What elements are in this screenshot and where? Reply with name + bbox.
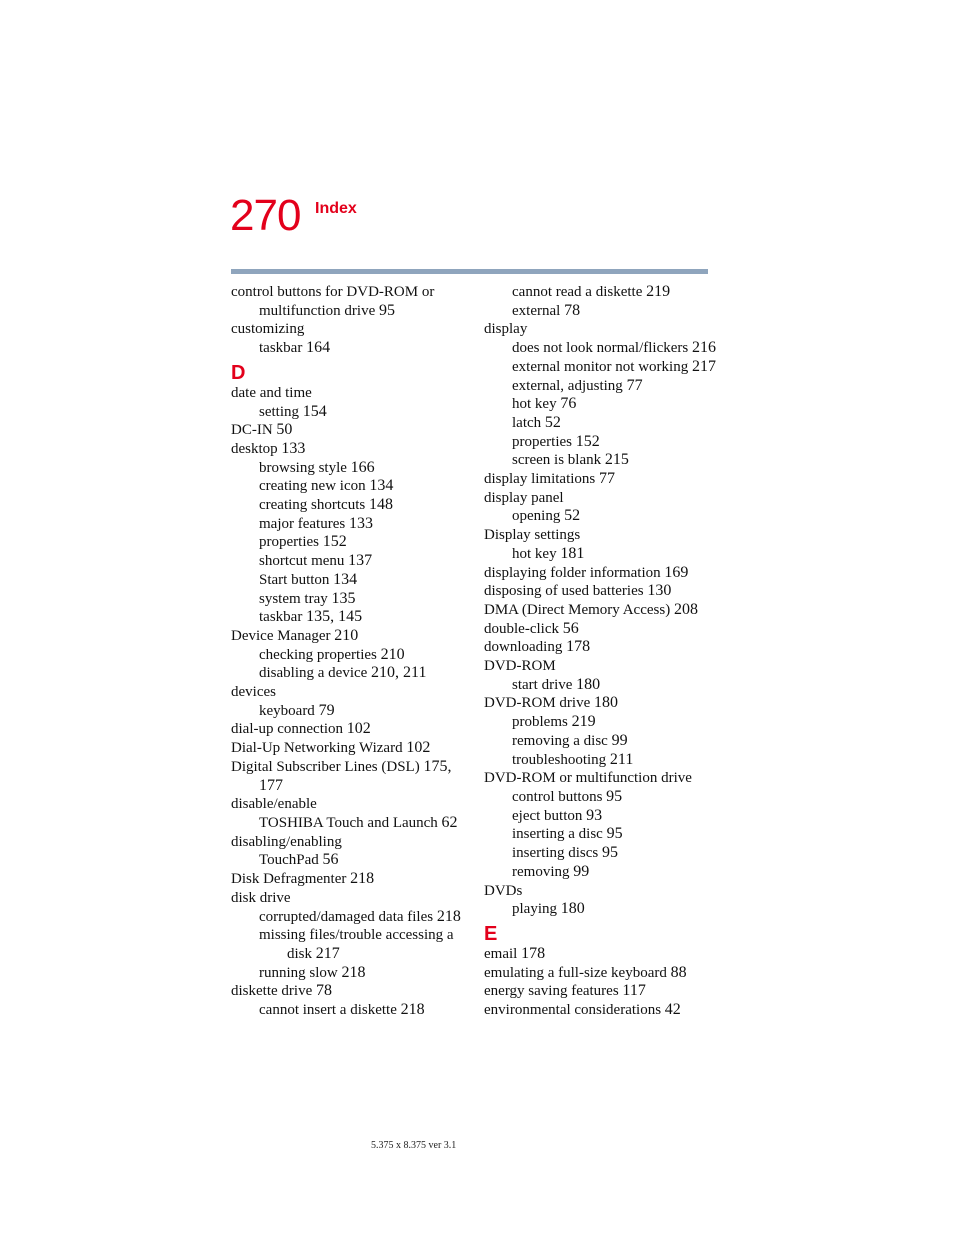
entry-term: hot key: [512, 545, 557, 562]
entry-page-ref[interactable]: 180: [576, 675, 601, 693]
entry-page-ref[interactable]: 178: [521, 944, 546, 962]
index-subentry: [231, 515, 466, 534]
index-subentry: [484, 844, 714, 863]
index-subentry: [231, 590, 466, 609]
index-entry: [231, 720, 466, 739]
entry-term: diskette drive: [231, 983, 313, 1000]
entry-page-ref[interactable]: 215: [604, 451, 629, 469]
entry-page-ref[interactable]: 95: [378, 301, 395, 319]
entry-term: disabling/enabling: [231, 833, 342, 850]
entry-term: missing files/trouble accessing a: [259, 927, 454, 944]
index-entry: [484, 601, 714, 620]
entry-page-ref[interactable]: 42: [664, 1001, 681, 1019]
index-subentry: [231, 459, 466, 478]
entry-page-ref[interactable]: 180: [560, 900, 585, 918]
entry-page-ref[interactable]: 95: [606, 825, 623, 843]
entry-page-ref[interactable]: 152: [322, 533, 347, 551]
index-entry: [484, 470, 714, 489]
index-subentry: [484, 863, 714, 882]
index-entry: [231, 440, 466, 459]
entry-page-ref[interactable]: 133: [281, 439, 306, 457]
index-subentry: [484, 302, 714, 321]
entry-term: external, adjusting: [512, 377, 623, 394]
index-entry: [231, 627, 466, 646]
entry-term: multifunction drive: [259, 302, 376, 319]
index-subentry: [484, 283, 714, 302]
entry-page-ref[interactable]: 217: [315, 944, 340, 962]
entry-page-ref[interactable]: 77: [626, 376, 643, 394]
index-entry: [484, 982, 714, 1001]
entry-page-ref[interactable]: 78: [315, 982, 332, 1000]
entry-term: creating shortcuts: [259, 497, 366, 514]
index-entry: [231, 384, 466, 403]
index-subentry: [484, 788, 714, 807]
entry-page-ref[interactable]: 78: [564, 301, 581, 319]
entry-term: eject button: [512, 807, 583, 824]
entry-page-ref[interactable]: 130: [647, 582, 672, 600]
entry-page-ref[interactable]: 210: [380, 645, 405, 663]
index-subentry: [484, 751, 714, 770]
index-subentry: [231, 552, 466, 571]
entry-page-ref[interactable]: 52: [564, 507, 581, 525]
index-subentry: [231, 964, 466, 983]
entry-term: disable/enable: [231, 796, 317, 813]
entry-term: double-click: [484, 620, 559, 637]
entry-page-ref[interactable]: 134: [333, 570, 358, 588]
entry-page-ref[interactable]: 218: [350, 870, 375, 888]
entry-page-ref[interactable]: 62: [441, 813, 458, 831]
entry-page-ref[interactable]: 133: [348, 514, 373, 532]
entry-term: desktop: [231, 440, 278, 457]
entry-page-ref[interactable]: 175,: [423, 757, 452, 775]
entry-page-ref[interactable]: 50: [276, 421, 293, 439]
index-subentry: [484, 339, 714, 358]
entry-page-ref[interactable]: 99: [573, 862, 590, 880]
entry-page-ref[interactable]: 99: [611, 731, 628, 749]
entry-page-ref[interactable]: 181: [560, 544, 585, 562]
index-column-right: [484, 283, 714, 1020]
index-subentry: [231, 851, 466, 870]
index-entry: [484, 694, 714, 713]
index-subentry: [484, 807, 714, 826]
entry-term: displaying folder information: [484, 564, 661, 581]
entry-page-ref[interactable]: 52: [544, 413, 561, 431]
entry-page-ref[interactable]: 177: [259, 776, 283, 794]
entry-term: disk: [287, 945, 313, 962]
entry-page-ref[interactable]: 218: [341, 963, 366, 981]
entry-term: cannot read a diskette: [512, 284, 643, 300]
entry-page-ref[interactable]: 102: [406, 739, 431, 757]
index-subentry: [231, 608, 466, 627]
index-subentry: [484, 545, 714, 564]
entry-term: latch: [512, 414, 542, 431]
entry-term: DMA (Direct Memory Access): [484, 601, 671, 618]
index-subentry: [484, 507, 714, 526]
entry-term: opening: [512, 508, 561, 525]
entry-page-ref[interactable]: 76: [560, 395, 577, 413]
index-subentry: [231, 908, 466, 927]
index-subentry: [231, 302, 466, 321]
index-subentry: [231, 403, 466, 422]
index-subentry: [484, 395, 714, 414]
entry-term: DVDs: [484, 882, 523, 899]
entry-page-ref[interactable]: 219: [571, 713, 596, 731]
entry-page-ref[interactable]: 217: [691, 357, 716, 375]
entry-term: properties: [512, 433, 572, 450]
page-number: 270: [230, 191, 301, 240]
entry-page-ref[interactable]: 208: [673, 600, 698, 618]
entry-term: Display settings: [484, 527, 581, 544]
entry-term: running slow: [259, 964, 338, 981]
index-subentry: [231, 945, 466, 964]
entry-page-ref[interactable]: 210, 211: [371, 664, 427, 682]
index-letter-heading: E: [484, 922, 498, 945]
entry-term: TouchPad: [259, 852, 319, 869]
entry-page-ref[interactable]: 154: [302, 402, 327, 420]
index-entry: [231, 421, 466, 440]
entry-term: Device Manager: [231, 627, 331, 644]
entry-term: checking properties: [259, 646, 377, 663]
entry-page-ref[interactable]: 95: [602, 844, 618, 862]
entry-term: energy saving features: [484, 983, 619, 1000]
index-subentry: [231, 926, 466, 945]
entry-page-ref[interactable]: 117: [622, 982, 646, 1000]
index-subentry: [231, 571, 466, 590]
entry-term: Digital Subscriber Lines (DSL): [231, 758, 420, 775]
entry-term: Start button: [259, 571, 330, 588]
index-subentry: [484, 713, 714, 732]
index-entry: [484, 657, 714, 676]
entry-page-ref[interactable]: 219: [646, 283, 671, 300]
entry-page-ref[interactable]: 95: [606, 787, 623, 805]
entry-page-ref[interactable]: 169: [664, 563, 689, 581]
entry-term: keyboard: [259, 702, 315, 719]
index-subentry: [231, 339, 466, 358]
index-entry: [231, 320, 466, 339]
index-subentry: [231, 533, 466, 552]
entry-page-ref[interactable]: 135, 145: [306, 608, 363, 626]
index-subentry: [231, 702, 466, 721]
index-entry: [231, 889, 466, 908]
index-subentry: [231, 646, 466, 665]
entry-term: disposing of used batteries: [484, 583, 644, 600]
entry-page-ref[interactable]: 216: [691, 339, 716, 357]
entry-page-ref[interactable]: 211: [609, 750, 634, 768]
footer-note: 5.375 x 8.375 ver 3.1: [371, 1140, 457, 1151]
entry-term: properties: [259, 534, 319, 551]
entry-term: disabling a device: [259, 665, 368, 682]
entry-term: devices: [231, 684, 276, 701]
entry-term: external monitor not working: [512, 358, 689, 375]
index-entry: [484, 964, 714, 983]
index-subentry: [231, 777, 466, 796]
entry-term: corrupted/damaged data files: [259, 908, 434, 925]
entry-term: Disk Defragmenter: [231, 871, 347, 888]
entry-term: hot key: [512, 396, 557, 413]
entry-term: removing a disc: [512, 732, 608, 749]
entry-term: disk drive: [231, 889, 291, 906]
entry-page-ref[interactable]: 77: [599, 470, 615, 488]
index-entry: [484, 638, 714, 657]
entry-page-ref[interactable]: 152: [575, 432, 600, 450]
index-subentry: [231, 477, 466, 496]
entry-term: control buttons for DVD-ROM or: [231, 284, 435, 300]
entry-term: system tray: [259, 590, 328, 607]
entry-term: display panel: [484, 489, 564, 506]
entry-term: DC-IN: [231, 422, 273, 439]
entry-term: taskbar: [259, 609, 303, 626]
entry-term: inserting a disc: [512, 826, 603, 843]
entry-term: customizing: [231, 321, 305, 338]
entry-term: inserting discs: [512, 845, 599, 862]
index-entry: [231, 795, 466, 814]
index-subentry: [484, 451, 714, 470]
entry-page-ref[interactable]: 164: [306, 339, 331, 357]
entry-page-ref[interactable]: 56: [322, 851, 339, 869]
index-entry: [231, 982, 466, 1001]
entry-page-ref[interactable]: 166: [350, 458, 375, 476]
entry-term: creating new icon: [259, 478, 366, 495]
entry-term: date and time: [231, 384, 312, 401]
entry-term: display: [484, 321, 528, 338]
entry-term: cannot insert a diskette: [259, 1002, 397, 1019]
entry-term: start drive: [512, 676, 573, 693]
entry-page-ref[interactable]: 93: [586, 806, 603, 824]
index-subentry: [484, 414, 714, 433]
index-entry: [231, 283, 466, 302]
index-subentry: [484, 358, 714, 377]
entry-term: dial-up connection: [231, 721, 344, 738]
entry-term: playing: [512, 901, 557, 918]
index-entry: [231, 870, 466, 889]
entry-term: removing: [512, 863, 570, 880]
entry-page-ref[interactable]: 148: [368, 496, 393, 514]
index-entry: [231, 833, 466, 852]
entry-term: email: [484, 945, 518, 962]
entry-term: Dial-Up Networking Wizard: [231, 740, 403, 757]
entry-page-ref[interactable]: 218: [400, 1001, 425, 1019]
index-entry: [484, 620, 714, 639]
index-entry: [231, 758, 466, 777]
index-entry: [484, 489, 714, 508]
index-column-left: [231, 283, 466, 1020]
entry-term: DVD-ROM: [484, 658, 556, 675]
index-entry: [484, 769, 714, 788]
entry-page-ref[interactable]: 88: [670, 963, 687, 981]
entry-term: problems: [512, 714, 568, 731]
index-subentry: [231, 814, 466, 833]
entry-page-ref[interactable]: 210: [334, 626, 359, 644]
index-letter-heading: D: [231, 361, 246, 384]
entry-page-ref[interactable]: 180: [594, 694, 618, 712]
entry-page-ref[interactable]: 56: [562, 619, 579, 637]
index-entry: [484, 564, 714, 583]
index-subentry: [484, 900, 714, 919]
entry-term: taskbar: [259, 340, 303, 357]
entry-page-ref[interactable]: 135: [331, 589, 356, 607]
entry-page-ref[interactable]: 79: [318, 701, 335, 719]
entry-term: DVD-ROM or multifunction drive: [484, 770, 692, 787]
index-entry: [484, 1001, 714, 1020]
index-subentry: [484, 676, 714, 695]
index-subentry: [484, 377, 714, 396]
entry-term: TOSHIBA Touch and Launch: [259, 814, 438, 831]
entry-term: troubleshooting: [512, 751, 607, 768]
entry-term: control buttons: [512, 788, 603, 805]
entry-page-ref[interactable]: 134: [369, 477, 394, 495]
entry-page-ref[interactable]: 102: [346, 720, 371, 738]
entry-term: external: [512, 302, 561, 319]
entry-term: major features: [259, 515, 346, 532]
entry-term: setting: [259, 403, 299, 420]
entry-term: display limitations: [484, 471, 596, 488]
index-entry: [231, 683, 466, 702]
entry-term: shortcut menu: [259, 553, 345, 570]
index-entry: [231, 739, 466, 758]
index-subentry: [231, 1001, 466, 1020]
index-entry: [484, 882, 714, 901]
index-subentry: [231, 496, 466, 515]
index-entry: [484, 320, 714, 339]
entry-term: screen is blank: [512, 452, 602, 469]
index-entry: [484, 526, 714, 545]
entry-page-ref[interactable]: 218: [436, 907, 461, 925]
index-entry: [484, 945, 714, 964]
section-title: Index: [315, 200, 357, 217]
entry-term: emulating a full-size keyboard: [484, 964, 667, 981]
index-subentry: [484, 732, 714, 751]
index-entry: [484, 582, 714, 601]
index-subentry: [484, 825, 714, 844]
entry-term: environmental considerations: [484, 1002, 662, 1019]
header-rule: [231, 269, 708, 274]
entry-page-ref[interactable]: 137: [348, 552, 373, 570]
entry-term: does not look normal/flickers: [512, 340, 689, 357]
index-subentry: [484, 433, 714, 452]
entry-page-ref[interactable]: 178: [566, 638, 591, 656]
entry-term: downloading: [484, 639, 563, 656]
entry-term: browsing style: [259, 459, 347, 476]
entry-term: DVD-ROM drive: [484, 695, 591, 712]
index-subentry: [231, 664, 466, 683]
